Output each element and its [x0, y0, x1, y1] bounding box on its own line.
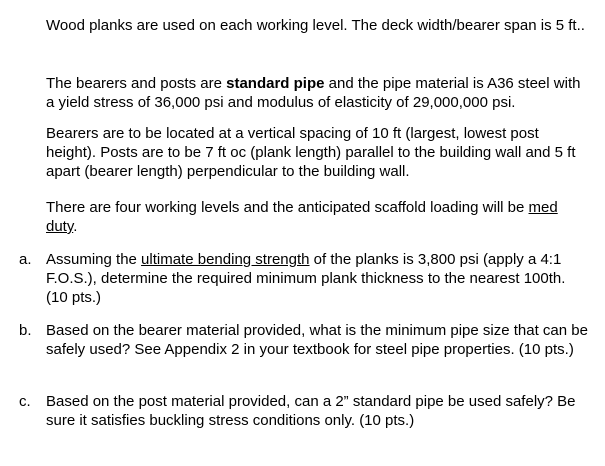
pipe-text-before: The bearers and posts are [46, 75, 227, 92]
bearer-spacing-paragraph: Bearers are to be located at a vertical spacing of 10 ft (largest, lowest post height). Posts are to be 7 ft oc (plank length) parallel to the building wall and 5 ft apart (bearer length) perpendicular to the building wall. [46, 125, 576, 180]
question-b-text: Based on the bearer material provided, what is the minimum pipe size that can be safely used? See Appendix 2 in your textbook for steel pipe properties. (10 pts.) [46, 322, 588, 358]
question-c [19, 392, 591, 430]
deck-width-paragraph: Wood planks are used on each working level. The deck width/bearer span is 5 ft.. [46, 17, 585, 34]
question-b [19, 321, 591, 359]
question-c-text: Based on the post material provided, can a 2” standard pipe be used safely? Be sure it satisfies buckling stress conditions only. (10 pts.) [46, 393, 576, 429]
med-duty-underlined: med duty [46, 199, 558, 235]
question-c-marker: c. [19, 393, 31, 410]
levels-text-after: . [73, 218, 78, 235]
pipe-text-after: and the pipe material is A36 steel with a yield stress of 36,000 psi and modulus of elasticity of 29,000,000 psi. [46, 75, 581, 111]
question-a [19, 250, 591, 307]
question-a-marker: a. [19, 251, 32, 268]
working-levels-paragraph [46, 198, 591, 236]
pipe-material-paragraph [46, 74, 591, 112]
question-a-text-before: Assuming the [46, 251, 142, 268]
question-b-marker: b. [19, 322, 32, 339]
question-a-text-after: of the planks is 3,800 psi (apply a 4:1 F.O.S.), determine the required minimum plank thickness to the nearest 100th. (10 pts.) [46, 251, 566, 306]
ultimate-bending-strength-underlined: ultimate bending strength [141, 251, 310, 268]
levels-text-before: There are four working levels and the anticipated scaffold loading will be [46, 199, 529, 216]
standard-pipe-bold: standard pipe [226, 75, 325, 92]
